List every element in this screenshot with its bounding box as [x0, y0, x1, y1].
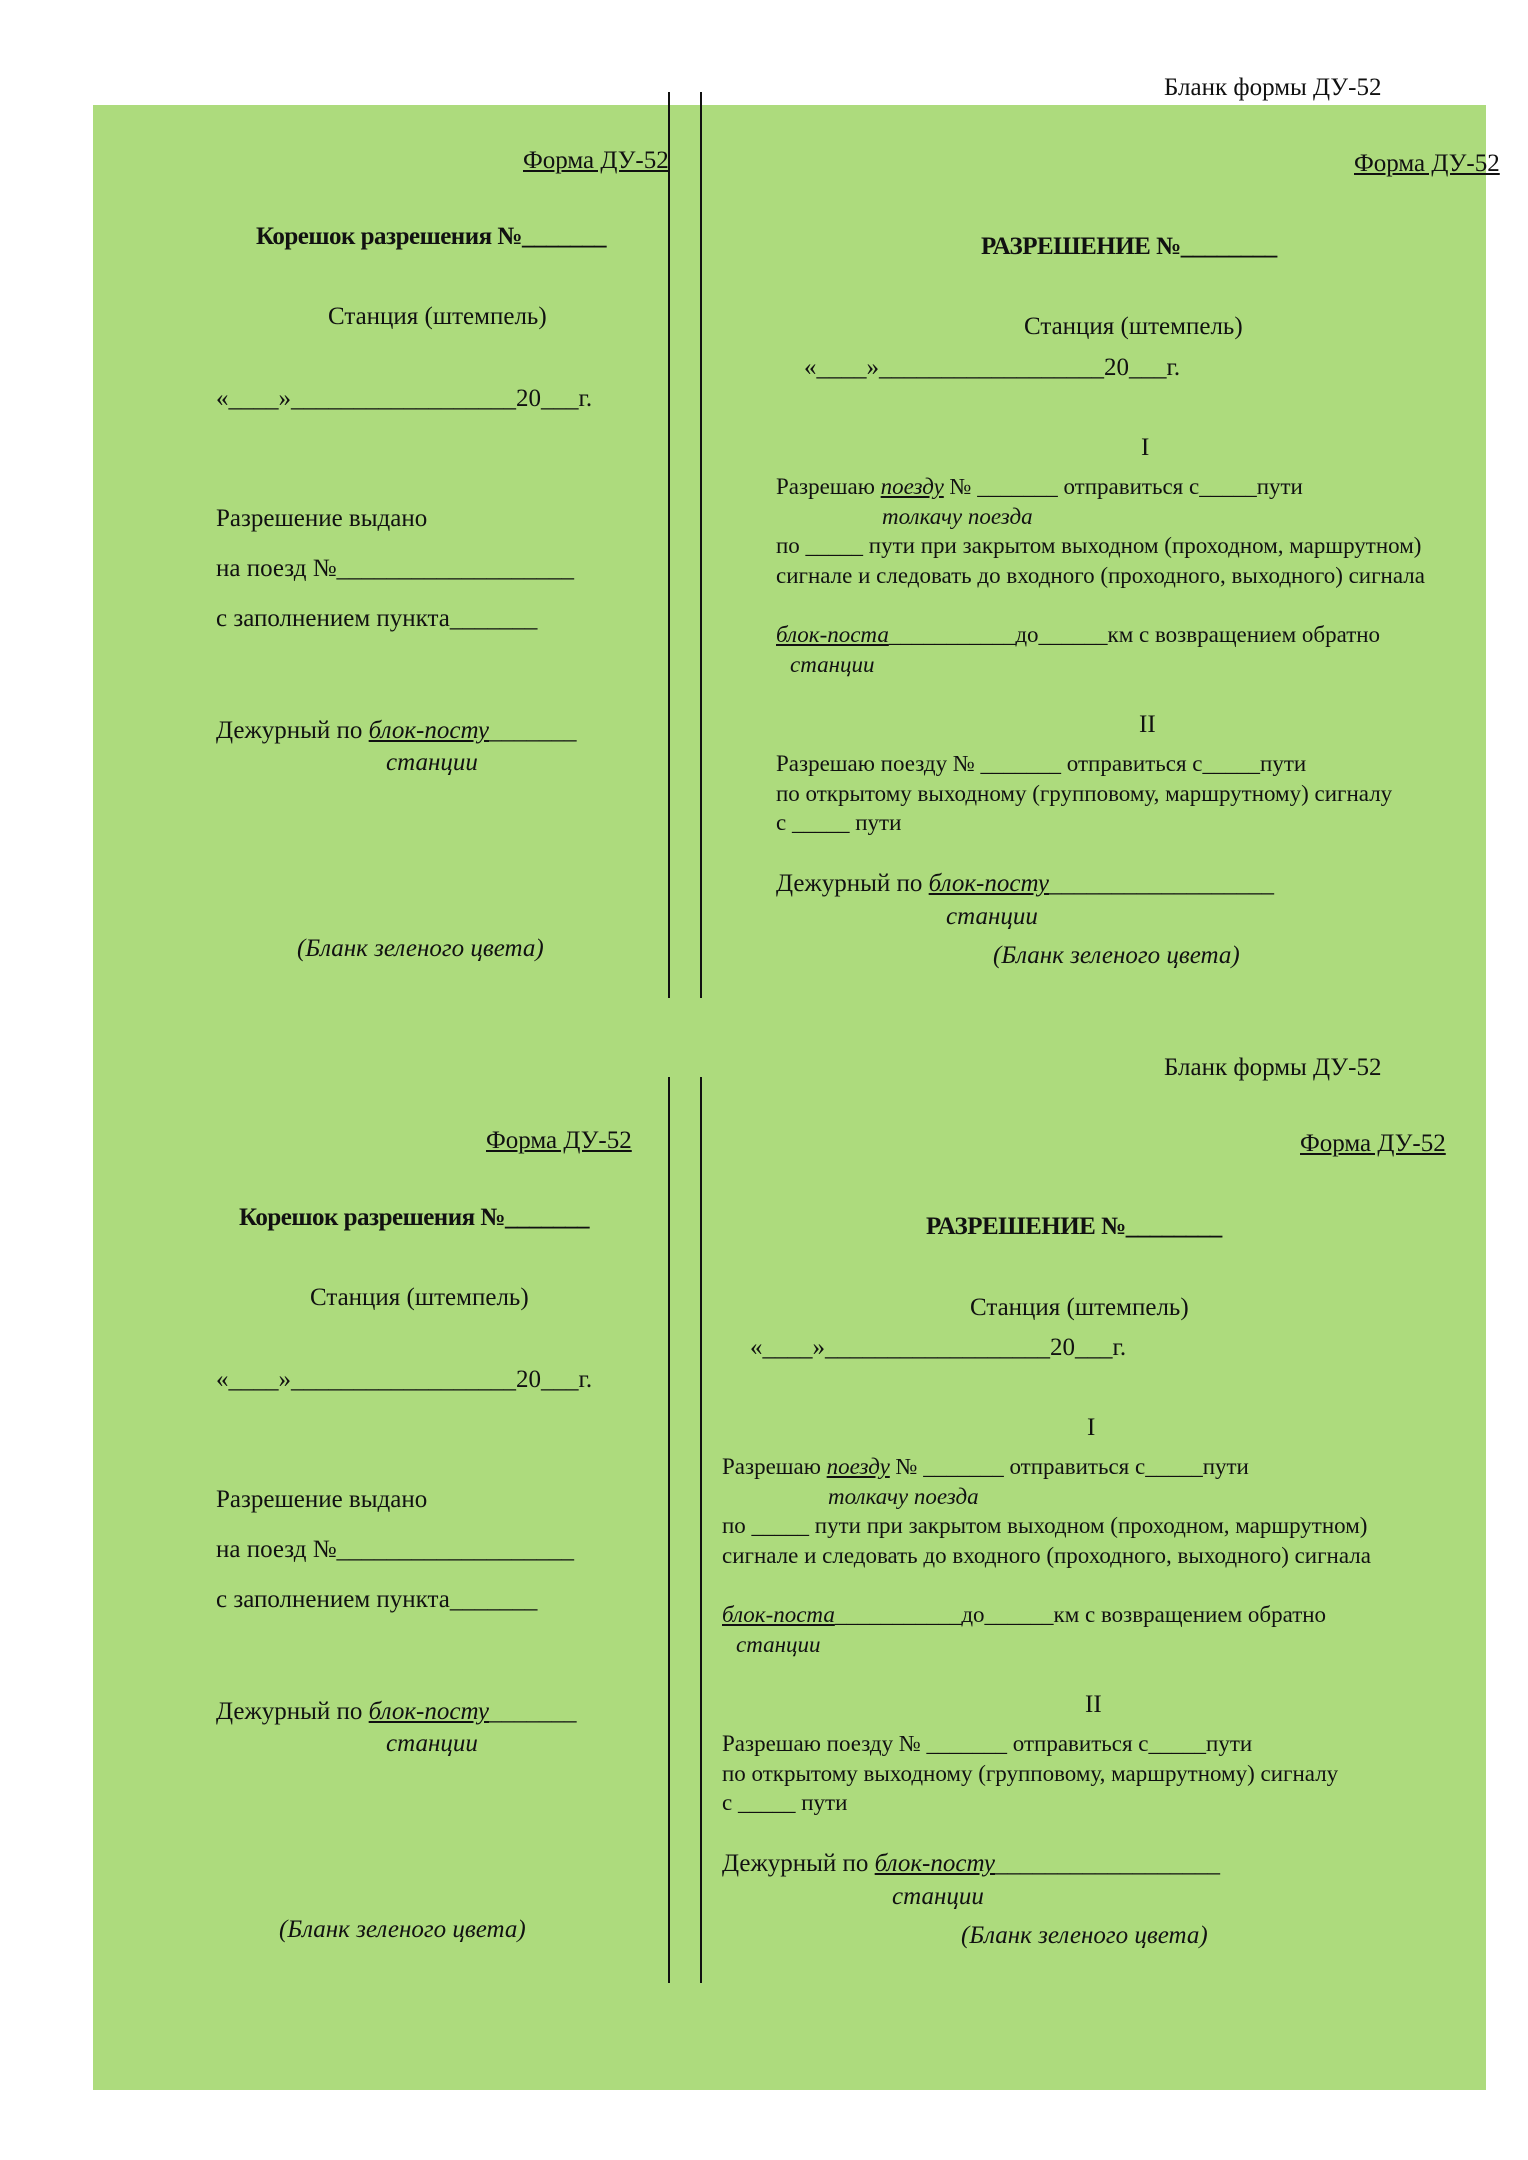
cut-line-right — [700, 92, 702, 998]
blank-header-bottom: Бланк формы ДУ-52 — [1164, 1054, 1382, 1081]
s1-blockpost-blank: ___________ — [834, 1602, 962, 1627]
cut-line-left — [668, 92, 670, 998]
s1-line1-train: поезду — [880, 474, 944, 499]
permit-duty-prefix: Дежурный по — [776, 870, 929, 897]
s1-station: станции — [790, 652, 875, 677]
permit-green-note: (Бланк зеленого цвета) — [993, 942, 1240, 969]
permit-duty-block: блок-посту — [874, 1850, 995, 1877]
permit-form-label: Форма ДУ-52 — [1300, 1130, 1446, 1157]
s1-blockpost-blank: ___________ — [888, 622, 1016, 647]
stub-title-text: Корешок разрешения № — [239, 1204, 506, 1231]
stub-duty-block: блок-посту — [368, 1698, 489, 1725]
stub-train-no: на поезд №___________________ — [216, 555, 575, 582]
stub-fill-item: с заполнением пункта_______ — [216, 605, 538, 632]
s1-line2: по _____ пути при закрытом выходном (проходном, маршрутном) — [722, 1513, 1368, 1538]
blank-header-top: Бланк формы ДУ-52 — [1164, 74, 1382, 101]
stub-duty-prefix: Дежурный по — [216, 717, 369, 744]
stub-duty-prefix: Дежурный по — [216, 1698, 369, 1725]
permit-green-note: (Бланк зеленого цвета) — [961, 1922, 1208, 1949]
section2-numeral: II — [1139, 711, 1156, 738]
s1-line1 — [776, 474, 1303, 500]
section1-numeral: I — [1141, 434, 1150, 461]
permit-form-label: Форма ДУ-52 — [1354, 150, 1500, 177]
permit-duty-blank: __________________ — [994, 1850, 1220, 1877]
s1-station: станции — [736, 1632, 821, 1657]
permit-title — [981, 233, 1277, 261]
stub-duty-station: станции — [386, 749, 478, 776]
stub-station-stamp: Станция (штемпель) — [310, 1284, 529, 1311]
stub-duty-blank: _______ — [488, 1698, 577, 1725]
permit-duty — [776, 870, 1274, 898]
stub-duty-block: блок-посту — [368, 717, 489, 744]
permit-title-text: РАЗРЕШЕНИЕ № — [926, 1213, 1126, 1240]
permit-duty-blank: __________________ — [1048, 870, 1274, 897]
stub-duty-station: станции — [386, 1730, 478, 1757]
s1-line3: сигнале и следовать до входного (проходного, выходного) сигнала — [776, 563, 1425, 588]
stub-form-label: Форма ДУ-52 — [486, 1127, 632, 1154]
stub-title-text: Корешок разрешения № — [256, 223, 523, 250]
permit-date-line: «____»__________________20___г. — [804, 354, 1181, 381]
permit-duty-station: станции — [946, 903, 1038, 930]
stub-duty — [216, 1698, 576, 1726]
s1-line4 — [776, 622, 1380, 648]
stub-station-stamp: Станция (штемпель) — [328, 303, 547, 330]
stub-form-label: Форма ДУ-52 — [523, 147, 669, 174]
permit-title-blank: ________ — [1180, 233, 1277, 260]
permit-date-line: «____»__________________20___г. — [750, 1334, 1127, 1361]
s1-line1-rest: № _______ отправиться с_____пути — [889, 1454, 1249, 1479]
permit-duty-prefix: Дежурный по — [722, 1850, 875, 1877]
s2-line2: по открытому выходному (групповому, маршрутному) сигналу — [776, 781, 1393, 806]
cut-line-left-bottom — [668, 1077, 670, 1983]
s1-line2: по _____ пути при закрытом выходном (проходном, маршрутном) — [776, 533, 1422, 558]
permit-station-stamp: Станция (штемпель) — [1024, 313, 1243, 340]
s1-line1-prefix: Разрешаю — [776, 474, 881, 499]
s2-line2: по открытому выходному (групповому, маршрутному) сигналу — [722, 1761, 1339, 1786]
s1-blockpost: блок-поста — [776, 622, 889, 647]
stub-fill-item: с заполнением пункта_______ — [216, 1586, 538, 1613]
stub-title-blank: _______ — [522, 223, 607, 250]
s2-line3: с _____ пути — [776, 810, 902, 835]
stub-title — [239, 1204, 589, 1232]
stub-date-line: «____»__________________20___г. — [216, 1366, 593, 1393]
s2-line1: Разрешаю поезду № _______ отправиться с_____пути — [722, 1731, 1253, 1756]
permit-duty-block: блок-посту — [928, 870, 1049, 897]
s1-pusher: толкачу поезда — [882, 504, 1033, 529]
s1-pusher: толкачу поезда — [828, 1484, 979, 1509]
stub-issued: Разрешение выдано — [216, 1486, 428, 1513]
s1-line1 — [722, 1454, 1249, 1480]
stub-duty-blank: _______ — [488, 717, 577, 744]
permit-station-stamp: Станция (штемпель) — [970, 1294, 1189, 1321]
stub-title-blank: _______ — [505, 1204, 590, 1231]
stub-train-no: на поезд №___________________ — [216, 1536, 575, 1563]
s1-line3: сигнале и следовать до входного (проходного, выходного) сигнала — [722, 1543, 1371, 1568]
stub-issued: Разрешение выдано — [216, 505, 428, 532]
stub-title — [256, 223, 606, 251]
section1-numeral: I — [1087, 1414, 1096, 1441]
permit-duty — [722, 1850, 1220, 1878]
permit-title — [926, 1213, 1222, 1241]
stub-date-line: «____»__________________20___г. — [216, 385, 593, 412]
s2-line1: Разрешаю поезду № _______ отправиться с_____пути — [776, 751, 1307, 776]
stub-duty — [216, 717, 576, 745]
s1-line4-rest: до______км с возвращением обратно — [1015, 622, 1381, 647]
stub-green-note: (Бланк зеленого цвета) — [279, 1916, 526, 1943]
s1-line1-rest: № _______ отправиться с_____пути — [943, 474, 1303, 499]
s2-line3: с _____ пути — [722, 1790, 848, 1815]
permit-title-text: РАЗРЕШЕНИЕ № — [981, 233, 1181, 260]
s1-line4-rest: до______км с возвращением обратно — [961, 1602, 1327, 1627]
cut-line-right-bottom — [700, 1077, 702, 1983]
permit-duty-station: станции — [892, 1883, 984, 1910]
s1-line4 — [722, 1602, 1326, 1628]
stub-green-note: (Бланк зеленого цвета) — [297, 935, 544, 962]
section2-numeral: II — [1085, 1691, 1102, 1718]
s1-line1-prefix: Разрешаю — [722, 1454, 827, 1479]
s1-blockpost: блок-поста — [722, 1602, 835, 1627]
s1-line1-train: поезду — [826, 1454, 890, 1479]
permit-title-blank: ________ — [1125, 1213, 1222, 1240]
